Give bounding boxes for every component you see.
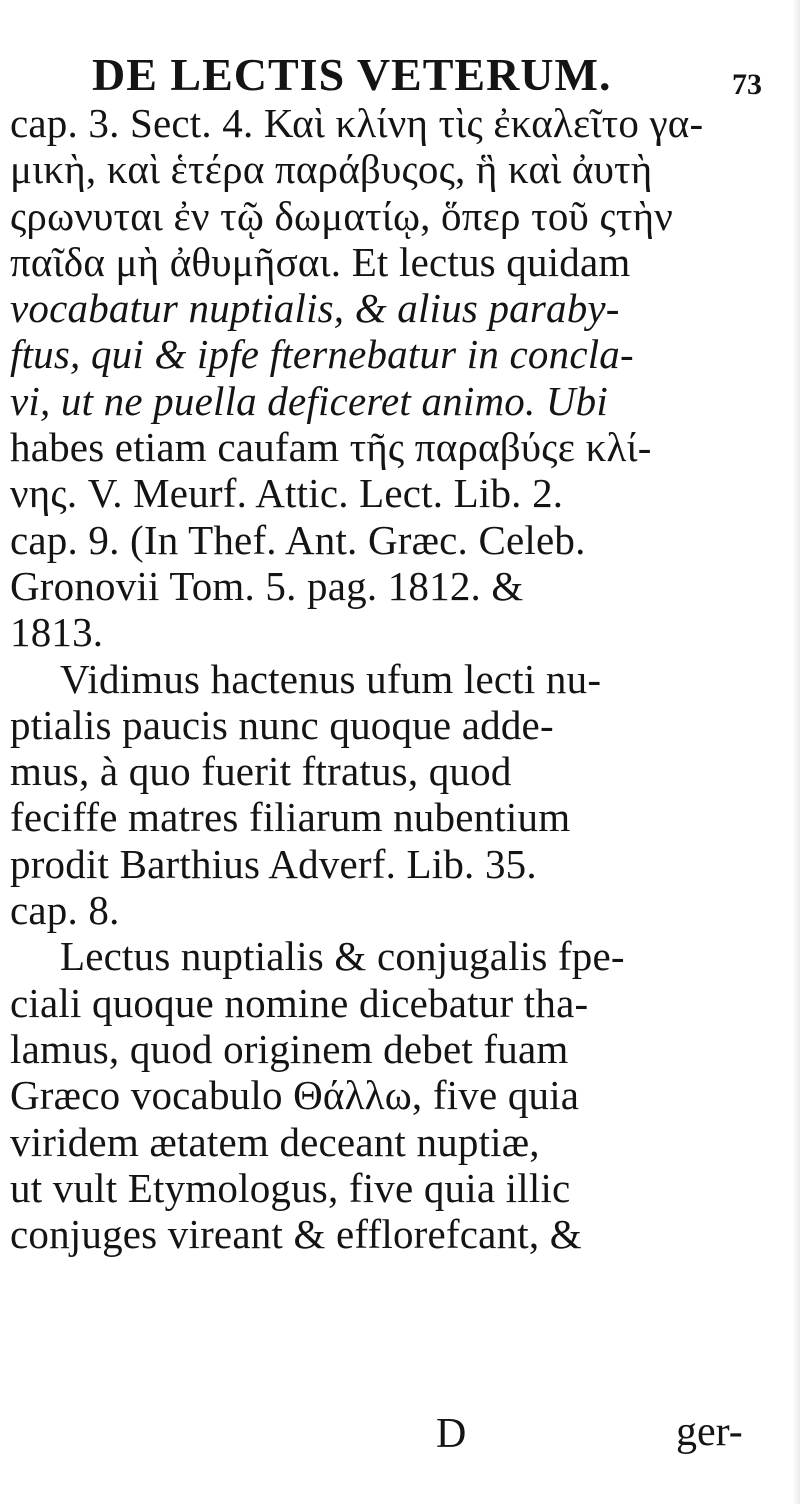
text-line: mus, à quo fuerit ftratus, quod <box>10 748 512 795</box>
text-line: ut vult Etymologus, five quia illic <box>10 1164 571 1211</box>
text-line: conjuges vireant & efflorefcant, & <box>10 1211 582 1258</box>
paragraph-start-line: Vidimus hactenus ufum lecti nu- <box>60 655 602 702</box>
text-line: ciali quoque nomine dicebatur tha- <box>10 979 589 1026</box>
text-line: ptialis paucis nunc quoque adde- <box>10 701 554 748</box>
text-line: vocabatur nuptialis, & alius paraby- <box>10 285 620 332</box>
text-line: ftus, qui & ipfe fternebatur in concla- <box>10 331 634 378</box>
text-line: vi, ut ne puella deficeret animo. Ubi <box>10 377 608 424</box>
text-line: prodit Barthius Adverf. Lib. 35. <box>10 840 537 887</box>
text-line: viridem ætatem deceant nuptiæ, <box>10 1118 540 1165</box>
text-line: Gronovii Tom. 5. pag. 1812. & <box>10 562 524 609</box>
text-line: ςρωνυται ἐν τῷ δωματίῳ, ὅπερ τοῦ ςτὴν <box>10 192 673 239</box>
text-line: cap. 3. Sect. 4. Καὶ κλίνη τὶς ἐκαλεῖτο γα- <box>10 100 704 146</box>
text-line: Græco vocabulo Θάλλω, five quia <box>10 1072 580 1119</box>
text-line: lamus, quod originem debet fuam <box>10 1025 569 1072</box>
catchword: ger- <box>676 1409 743 1455</box>
text-line: cap. 8. <box>10 887 120 934</box>
text-line: μικὴ, καὶ ἑτέρα παράβυςος, ἣ καὶ ἀυτὴ <box>10 146 653 193</box>
page-number: 73 <box>732 68 762 101</box>
body-text <box>10 100 800 1257</box>
text-line: cap. 9. (In Thef. Ant. Græc. Celeb. <box>10 516 586 563</box>
text-line: νης. V. Meurf. Attic. Lect. Lib. 2. <box>10 470 564 517</box>
running-title: DE LECTIS VETERUM. <box>92 49 612 100</box>
text-line: feciffe matres filiarum nubentium <box>10 794 571 841</box>
paragraph-start-line: Lectus nuptialis & conjugalis fpe- <box>60 933 625 980</box>
page-edge-shadow <box>792 0 800 1504</box>
text-line: habes etiam caufam τῆς παραβύςε κλί- <box>10 424 652 471</box>
text-line: 1813. <box>10 609 104 656</box>
text-line: παῖδα μὴ ἀθυμῆσαι. Et lectus quidam <box>10 238 631 285</box>
signature-mark: D <box>436 1411 467 1457</box>
